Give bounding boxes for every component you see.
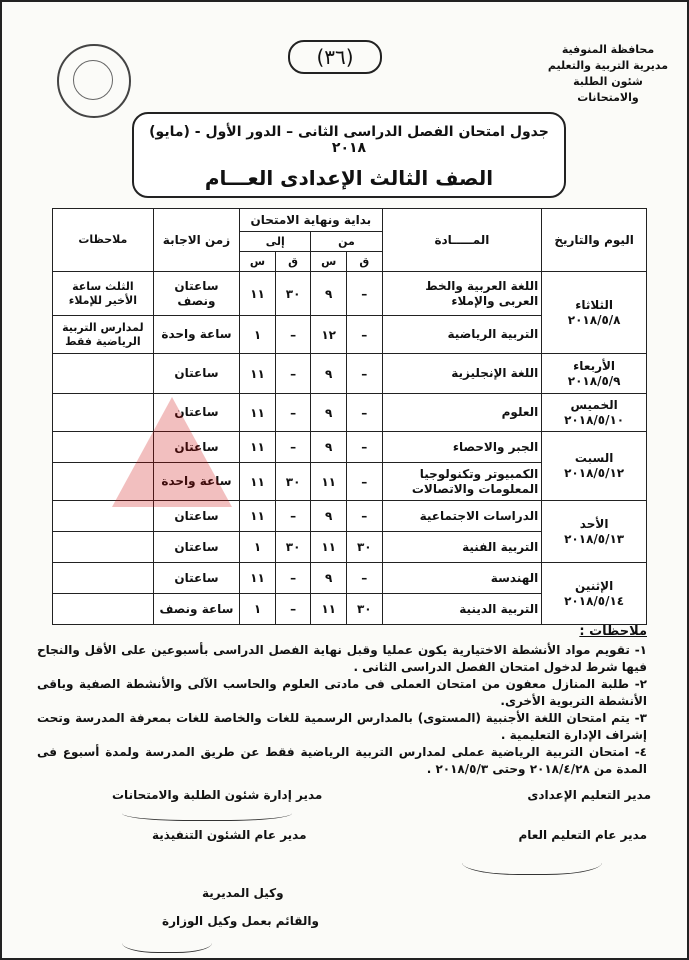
signature-title-prep-director: مدير التعليم الإعدادى [527,788,651,802]
from-q-cell: – [346,463,382,501]
duration-cell: ساعتان [153,432,239,463]
subject-cell: اللغة العربية والخط العربى والإملاء [382,272,542,316]
to-q-cell: – [275,432,311,463]
duration-cell: ساعة واحدة [153,463,239,501]
to-s-cell: ١١ [240,432,276,463]
day-date: ٢٠١٨/٥/١٠ [564,412,625,427]
title-line-2: الصف الثالث الإعدادى العـــام [204,166,494,190]
note-4: ٤- امتحان التربية الرياضية عملى لمدارس التربية الرياضية فقط عن طريق المدرسة ولمدة أسبوع فى المدة من ٢٠١٨/٤/٢٨ وحتى ٢٠١٨/٥/٣ . [37,745,647,776]
to-s-cell: ١ [240,594,276,625]
subject-cell: الهندسة [382,563,542,594]
from-s-cell: ٩ [311,432,347,463]
to-q-cell: ٣٠ [275,463,311,501]
note-cell: الثلث ساعة الأخير للإملاء [53,272,154,316]
day-date: ٢٠١٨/٥/١٣ [564,531,625,546]
note-cell [53,354,154,394]
signature-title-student-affairs: مدير إدارة شئون الطلبة والامتحانات [112,788,323,802]
header-from: من [311,232,382,252]
duration-cell: ساعة واحدة [153,316,239,354]
from-s-cell: ١١ [311,594,347,625]
day-cell [542,432,647,501]
header-notes: ملاحظات [53,209,154,272]
from-q-cell: ٣٠ [346,594,382,625]
subject-cell: التربية الدينية [382,594,542,625]
to-s-cell: ١١ [240,463,276,501]
to-q-cell: ٣٠ [275,532,311,563]
duration-cell: ساعة ونصف [153,594,239,625]
duration-cell: ساعتان [153,354,239,394]
note-cell [53,594,154,625]
note-cell [53,532,154,563]
day-date: ٢٠١٨/٥/٨ [567,312,621,327]
subject-cell: اللغة الإنجليزية [382,354,542,394]
signature-title-deputy: وكيل المديرية [202,886,284,900]
from-s-cell: ٩ [311,272,347,316]
to-q-cell: ٣٠ [275,272,311,316]
duration-cell: ساعتان [153,501,239,532]
day-name: الإثنين [575,578,614,593]
from-s-cell: ٩ [311,354,347,394]
signature-title-general-director: مدير عام التعليم العام [518,828,647,842]
day-name: الأحد [579,516,609,531]
day-cell [542,501,647,563]
governorate: محافظة المنوفية [561,43,655,56]
handwritten-signature-icon [122,928,212,953]
note-cell [53,432,154,463]
day-name: السبت [574,451,614,465]
day-cell [542,272,647,354]
from-s-cell: ٩ [311,501,347,532]
directorate: مديرية التربية والتعليم [547,59,669,72]
day-date: ٢٠١٨/٥/٩ [567,373,621,388]
day-cell [542,394,647,432]
day-date: ٢٠١٨/٥/١٤ [564,593,625,608]
from-q-cell: – [346,563,382,594]
note-cell [53,563,154,594]
header-from-s: س [311,252,347,272]
notes-list [37,642,647,778]
header-duration: زمن الاجابة [153,209,239,272]
signature-title-acting-undersecretary: والقائم بعمل وكيل الوزارة [162,914,319,928]
from-q-cell: – [346,432,382,463]
to-s-cell: ١١ [240,272,276,316]
from-q-cell: – [346,501,382,532]
exam-schedule-table [52,208,647,625]
to-q-cell: – [275,594,311,625]
note-cell: لمدارس التربية الرياضية فقط [53,316,154,354]
to-s-cell: ١ [240,532,276,563]
from-q-cell: – [346,354,382,394]
duration-cell: ساعتان [153,394,239,432]
header-to-q: ق [275,252,311,272]
day-cell [542,563,647,625]
seal-icon [57,44,131,118]
duration-cell: ساعتان [153,532,239,563]
title-box [132,112,566,198]
subject-cell: الدراسات الاجتماعية [382,501,542,532]
header-to: إلى [240,232,311,252]
note-2: ٢- طلبة المنازل معفون من امتحان العملى فى مادتى العلوم والحاسب الآلى والأنشطة الصفية وباقى الأنشطة التربوية الأخرى. [37,677,647,708]
subject-cell: التربية الرياضية [382,316,542,354]
notes-heading: ملاحظات : [579,624,647,639]
day-name: الخميس [570,397,618,412]
from-s-cell: ٩ [311,394,347,432]
from-q-cell: – [346,316,382,354]
to-q-cell: – [275,563,311,594]
to-s-cell: ١ [240,316,276,354]
from-q-cell: – [346,394,382,432]
from-s-cell: ٩ [311,563,347,594]
note-cell [53,501,154,532]
handwritten-signature-icon [462,844,602,875]
from-s-cell: ١١ [311,463,347,501]
day-name: الأربعاء [573,358,616,373]
to-s-cell: ١١ [240,354,276,394]
from-q-cell: – [346,272,382,316]
page-number: (٣٦) [288,40,382,74]
day-cell [542,354,647,394]
issuer-header [543,42,673,106]
to-q-cell: – [275,394,311,432]
header-span: بداية ونهاية الامتحان [240,209,382,232]
signature-title-executive-affairs: مدير عام الشئون التنفيذية [152,828,307,842]
duration-cell: ساعتان [153,563,239,594]
subject-cell: الجبر والاحصاء [382,432,542,463]
day-name: الثلاثاء [575,297,614,312]
header-from-q: ق [346,252,382,272]
to-s-cell: ١١ [240,501,276,532]
from-s-cell: ١٢ [311,316,347,354]
department: شئون الطلبة والامتحانات [573,75,643,104]
handwritten-signature-icon [122,802,292,821]
note-cell [53,463,154,501]
subject-cell: العلوم [382,394,542,432]
note-cell [53,394,154,432]
to-s-cell: ١١ [240,563,276,594]
to-q-cell: – [275,316,311,354]
from-s-cell: ١١ [311,532,347,563]
to-q-cell: – [275,501,311,532]
to-s-cell: ١١ [240,394,276,432]
title-line-1: جدول امتحان الفصل الدراسى الثانى – الدور الأول - (مايو) ٢٠١٨ [149,124,549,156]
duration-cell: ساعتان ونصف [153,272,239,316]
header-day: اليوم والتاريخ [542,209,647,272]
to-q-cell: – [275,354,311,394]
from-q-cell: ٣٠ [346,532,382,563]
header-to-s: س [240,252,276,272]
header-subject: المـــــادة [382,209,542,272]
note-1: ١- تقويم مواد الأنشطة الاختيارية يكون عمليا وقبل نهاية الفصل الدراسى بأسبوعين على الأقل والنجاح فيها شرط لدخول امتحان الفصل الدراسى الثانى . [37,643,647,674]
day-date: ٢٠١٨/٥/١٢ [564,466,625,480]
note-3: ٣- يتم امتحان اللغة الأجنبية (المستوى) بالمدارس الرسمية للغات والخاصة للغات بمعرفة المدرسة وتحت إشراف الإدارة التعليمية . [37,711,647,742]
subject-cell: الكمبيوتر وتكنولوجيا المعلومات والاتصالات [382,463,542,501]
subject-cell: التربية الفنية [382,532,542,563]
